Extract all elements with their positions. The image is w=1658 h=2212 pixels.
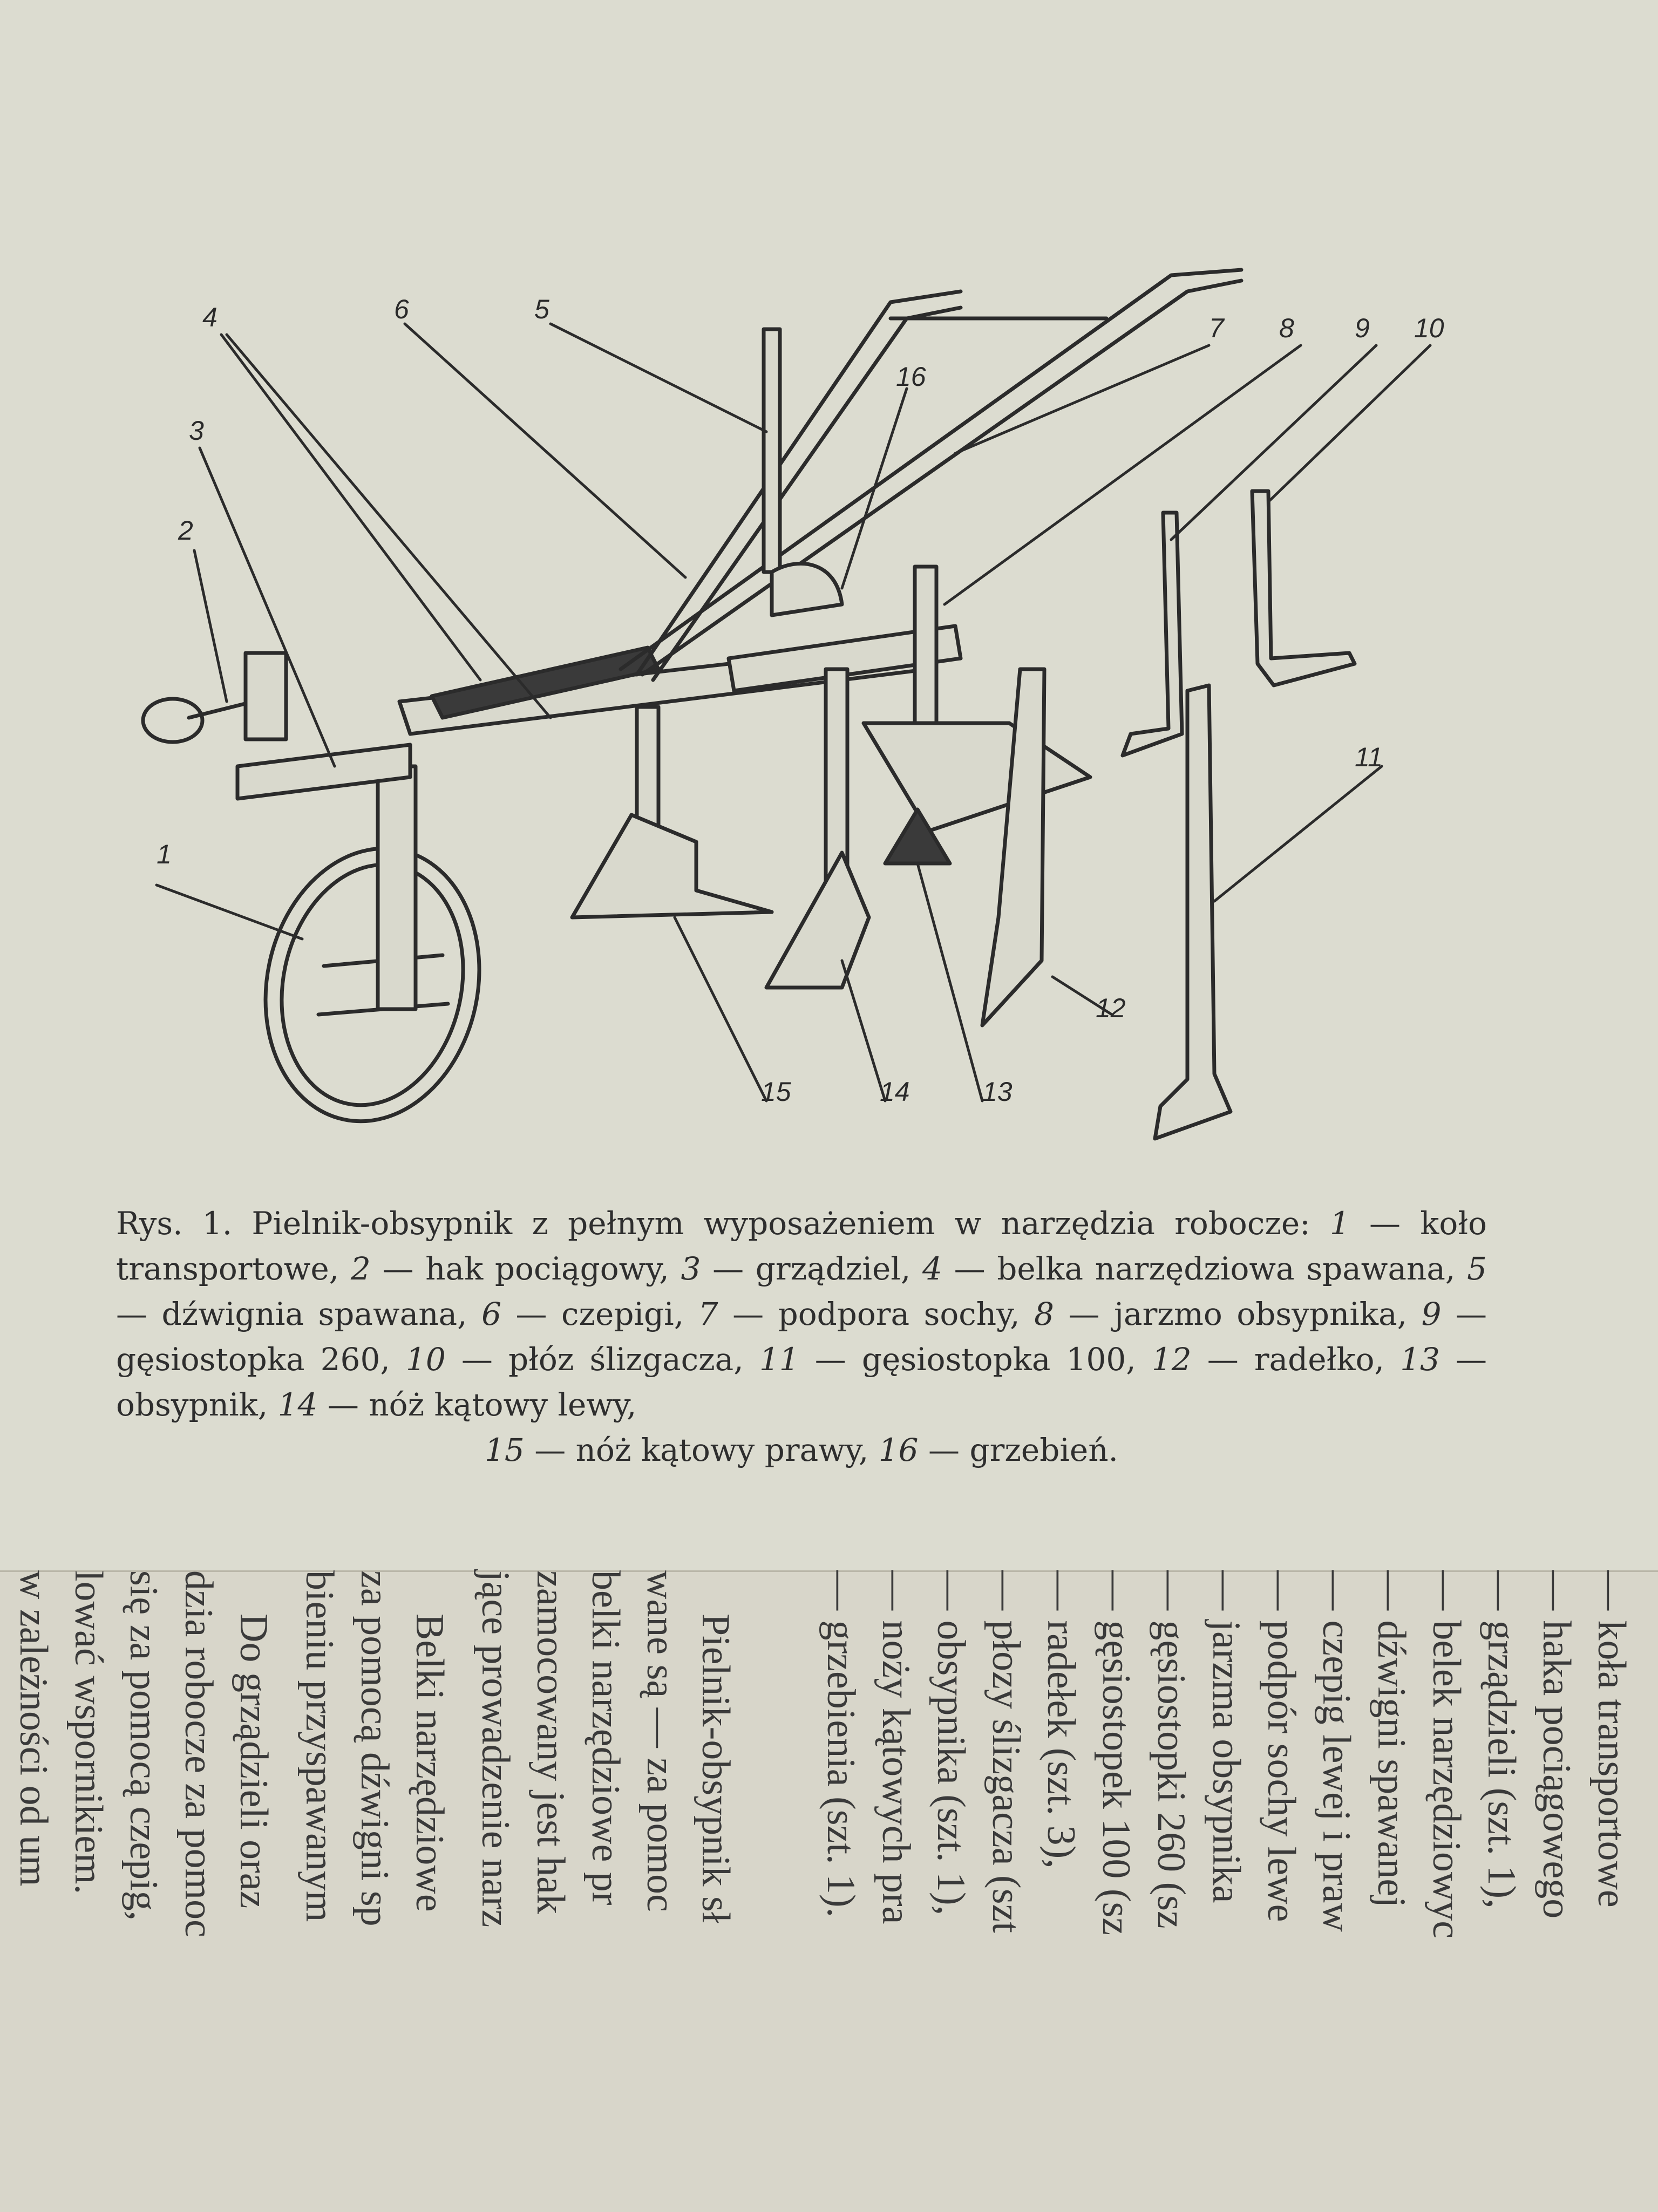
caption-text: — radełko, bbox=[1191, 1341, 1401, 1378]
caption-number: 2 bbox=[350, 1250, 371, 1287]
caption-text: — nóż kątowy prawy, bbox=[524, 1432, 879, 1468]
lever bbox=[764, 329, 780, 572]
caption-number: 5 bbox=[1467, 1250, 1487, 1287]
frame-beam bbox=[237, 626, 961, 799]
caption-number: 9 bbox=[1421, 1296, 1442, 1332]
caption-text: — podpora sochy, bbox=[718, 1296, 1035, 1332]
caption-number: 7 bbox=[698, 1296, 718, 1332]
paragraph-line: lować wspornikiem. bbox=[66, 1570, 111, 1895]
paragraph-line: Pielnik-obsypnik sł bbox=[694, 1614, 738, 1923]
caption-text: — jarzmo obsypnika, bbox=[1054, 1296, 1422, 1332]
part-label: 2 bbox=[178, 515, 193, 546]
caption-intro: Rys. 1. Pielnik-obsypnik z pełnym wyposażeniem w narzędzia robocze: bbox=[116, 1205, 1310, 1242]
list-line: — obsypnika (szt. 1), bbox=[929, 1570, 973, 1916]
caption-text: — płóz ślizgacza, bbox=[445, 1341, 759, 1378]
caption-text: — obsypnik, bbox=[116, 1341, 1487, 1423]
paragraph-line: Belki narzędziowe bbox=[407, 1614, 452, 1912]
list-line: — gęsiostopki 260 (sz bbox=[1149, 1570, 1193, 1929]
paragraph-line: za pomocą dźwigni sp bbox=[352, 1570, 397, 1927]
list-line: — grzebienia (szt. 1). bbox=[819, 1570, 863, 1918]
caption-number: 6 bbox=[481, 1296, 501, 1332]
list-line: — podpór sochy lewe bbox=[1259, 1570, 1303, 1922]
paragraph-line: się za pomocą czepig, bbox=[121, 1570, 166, 1921]
caption-text: — koło transportowe, bbox=[116, 1205, 1487, 1287]
part-label: 8 bbox=[1279, 313, 1294, 343]
caption-text: — grządziel, bbox=[701, 1250, 922, 1287]
list-line: — grządzieli (szt. 1), bbox=[1479, 1570, 1524, 1909]
part-label: 14 bbox=[880, 1077, 910, 1107]
part-label: 12 bbox=[1096, 993, 1126, 1023]
list-line: — czepig lewej i praw bbox=[1314, 1570, 1358, 1932]
caption-text: — grzebień. bbox=[918, 1432, 1118, 1468]
paragraph-line: wane są — za pomoc bbox=[638, 1570, 683, 1912]
caption-number: 3 bbox=[681, 1250, 701, 1287]
list-line: — noży kątowych pra bbox=[874, 1570, 918, 1924]
caption-text: — belka narzędziowa spawana, bbox=[942, 1250, 1467, 1287]
caption-number: 12 bbox=[1151, 1341, 1192, 1378]
caption-text: — gęsiostopka 100, bbox=[799, 1341, 1152, 1378]
part-label: 4 bbox=[202, 302, 218, 332]
list-line: — koła transportowe bbox=[1589, 1570, 1634, 1908]
tool-shanks bbox=[572, 567, 1090, 1025]
list-line: — radełek (szt. 3), bbox=[1039, 1570, 1083, 1869]
caption-text: — dźwignia spawana, bbox=[116, 1296, 482, 1332]
list-line: — dźwigni spawanej bbox=[1369, 1570, 1414, 1908]
caption-number: 14 bbox=[277, 1386, 318, 1423]
part-label: 7 bbox=[1209, 313, 1224, 343]
caption-text: — nóż kątowy lewy, bbox=[317, 1386, 637, 1423]
transport-wheel bbox=[241, 828, 504, 1141]
caption-text: — hak pociągowy, bbox=[370, 1250, 681, 1287]
part-label: 1 bbox=[157, 839, 172, 869]
part-label: 9 bbox=[1355, 313, 1370, 343]
part-label: 16 bbox=[896, 362, 926, 392]
part-label: 3 bbox=[189, 416, 204, 446]
caption-number: 1 bbox=[1329, 1205, 1350, 1242]
part-label: 5 bbox=[534, 294, 549, 324]
figure-caption bbox=[116, 1201, 1487, 1473]
list-line: — haka pociągowego bbox=[1534, 1570, 1579, 1919]
part-label: 13 bbox=[982, 1077, 1013, 1107]
paragraph-line: belki narzędziowe pr bbox=[583, 1570, 628, 1905]
part-label: 15 bbox=[761, 1077, 791, 1107]
caption-number: 8 bbox=[1034, 1296, 1055, 1332]
paragraph-line: dzia robocze za pomoc bbox=[176, 1570, 221, 1938]
caption-number: 11 bbox=[759, 1341, 799, 1378]
hitch-hook bbox=[143, 653, 286, 742]
caption-number: 4 bbox=[922, 1250, 942, 1287]
caption-number: 10 bbox=[405, 1341, 446, 1378]
paragraph-line: jące prowadzenie narz bbox=[473, 1570, 518, 1928]
wheel-post bbox=[378, 766, 416, 1009]
list-line: — belek narzędziowyc bbox=[1424, 1570, 1469, 1939]
list-line: — gęsiostopek 100 (sz bbox=[1094, 1570, 1138, 1936]
paragraph-line: zamocowany jest hak bbox=[528, 1570, 573, 1914]
part-label: 11 bbox=[1355, 742, 1383, 772]
list-line: — płozy ślizgacza (szt bbox=[984, 1570, 1028, 1933]
caption-number: 16 bbox=[878, 1432, 919, 1468]
part-label: 6 bbox=[394, 294, 409, 324]
rotated-page-text bbox=[11, 1570, 1639, 2207]
list-line: — jarzma obsypnika bbox=[1204, 1570, 1248, 1903]
caption-number: 13 bbox=[1400, 1341, 1440, 1378]
caption-number: 15 bbox=[485, 1432, 525, 1468]
caption-text: — gęsiostopka 260, bbox=[116, 1296, 1487, 1378]
paragraph-line: w zależności od um bbox=[11, 1570, 56, 1887]
caption-text: — czepigi, bbox=[501, 1296, 698, 1332]
paragraph-line: bieniu przyspawanym bbox=[297, 1570, 342, 1922]
part-label: 10 bbox=[1414, 313, 1444, 343]
paragraph-line: Do grządzieli oraz bbox=[232, 1614, 276, 1909]
